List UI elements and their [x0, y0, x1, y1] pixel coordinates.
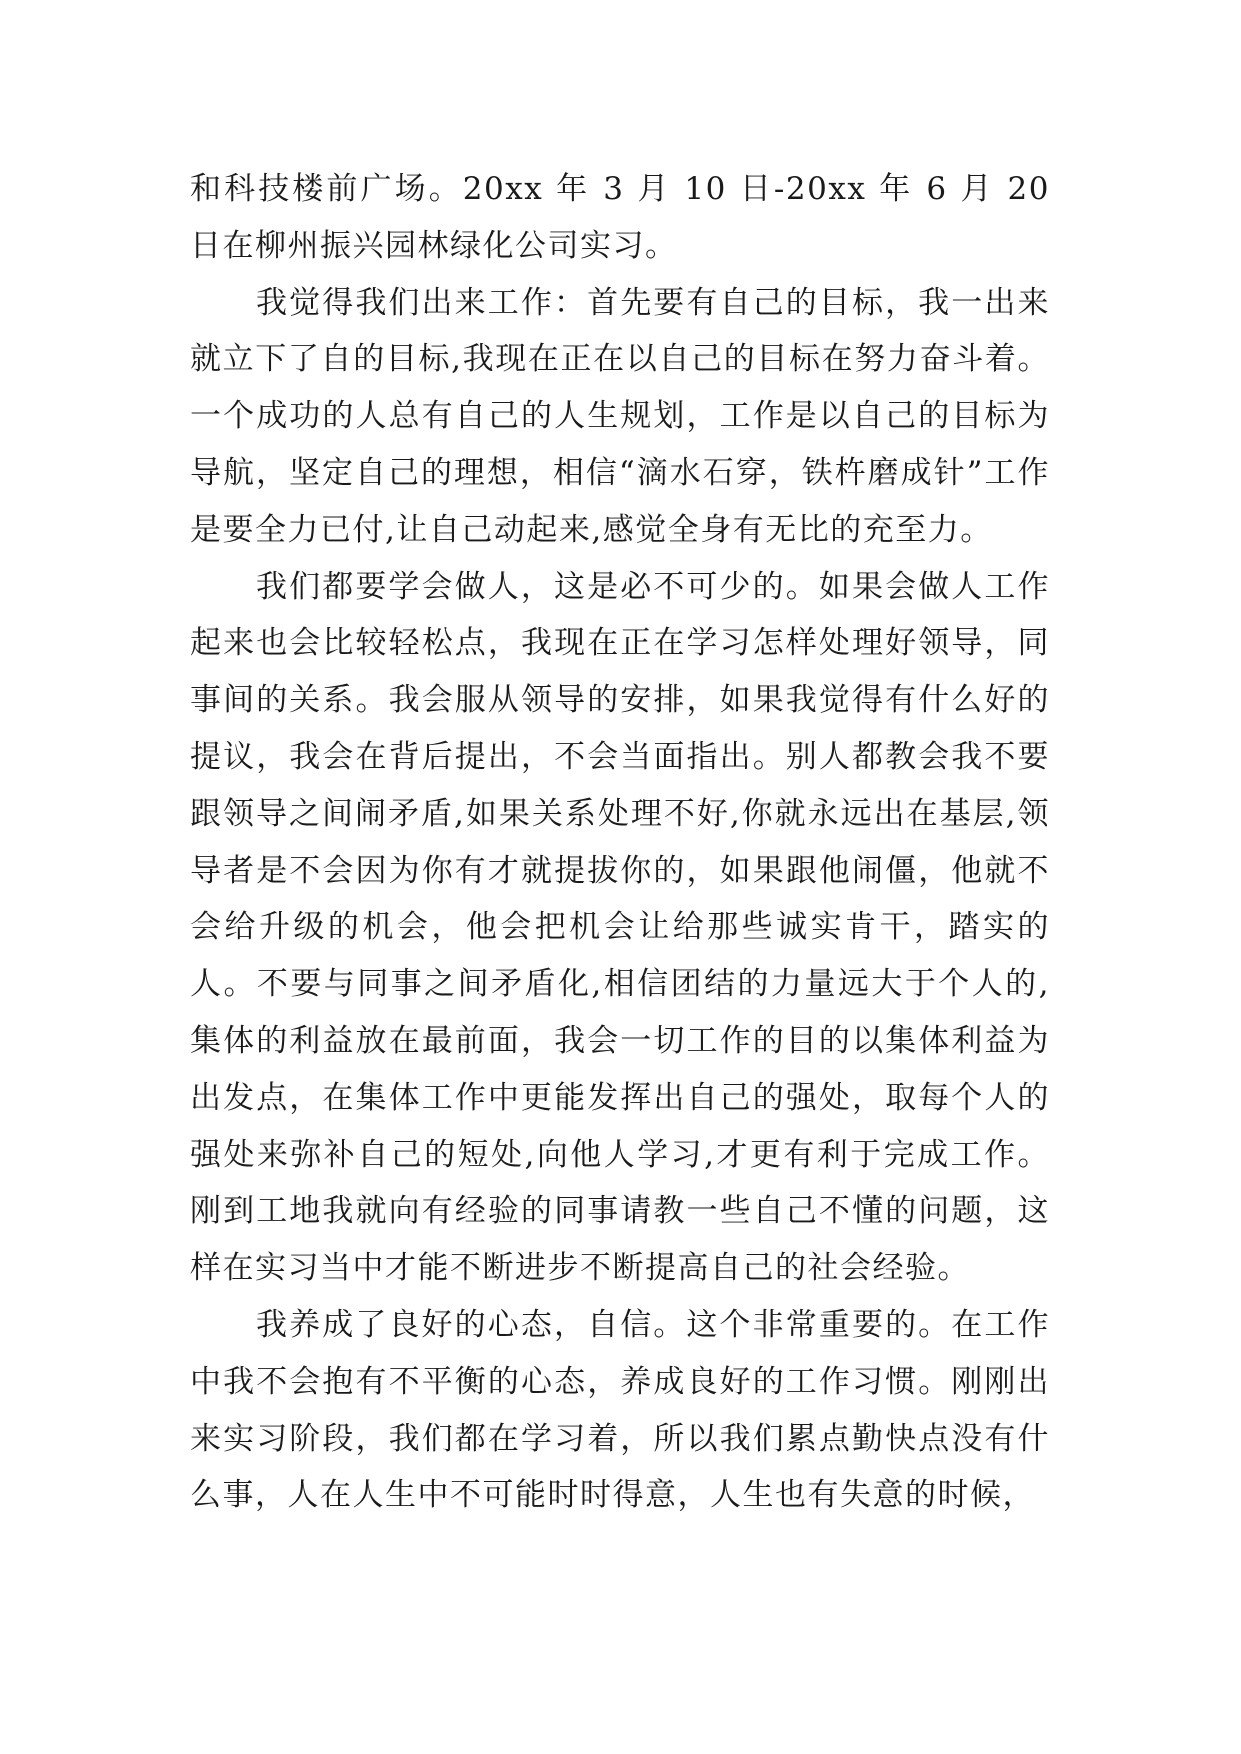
paragraph-2: 我觉得我们出来工作：首先要有自己的目标，我一出来就立下了自的目标,我现在正在以自己的目标在努力奋斗着。一个成功的人总有自己的人生规划，工作是以自己的目标为导航，坚定自己的理想，相信“滴水石穿，铁杵磨成针”工作是要全力已付,让自己动起来,感觉全身有无比的充至力。 [190, 284, 1050, 548]
paragraph-4: 我养成了良好的心态，自信。这个非常重要的。在工作中我不会抱有不平衡的心态，养成良好的工作习惯。刚刚出来实习阶段，我们都在学习着，所以我们累点勤快点没有什么事，人在人生中不可能时时得意，人生也有失意的时候， [190, 1306, 1050, 1514]
document-body [190, 161, 1050, 1524]
paragraph-1: 和科技楼前广场。20xx 年 3 月 10 日-20xx 年 6 月 20 日在柳州振兴园林绿化公司实习。 [190, 171, 1050, 264]
paragraph-3: 我们都要学会做人，这是必不可少的。如果会做人工作起来也会比较轻松点，我现在正在学习怎样处理好领导，同事间的关系。我会服从领导的安排，如果我觉得有什么好的提议，我会在背后提出，不会当面指出。别人都教会我不要跟领导之间闹矛盾,如果关系处理不好,你就永远出在基层,领导者是不会因为你有才就提拔你的，如果跟他闹僵，他就不会给升级的机会，他会把机会让给那些诚实肯干，踏实的人。不要与同事之间矛盾化,相信团结的力量远大于个人的,集体的利益放在最前面，我会一切工作的目的以集体利益为出发点，在集体工作中更能发挥出自己的强处，取每个人的强处来弥补自己的短处,向他人学习,才更有利于完成工作。刚到工地我就向有经验的同事请教一些自己不懂的问题，这样在实习当中才能不断进步不断提高自己的社会经验。 [190, 568, 1050, 1287]
